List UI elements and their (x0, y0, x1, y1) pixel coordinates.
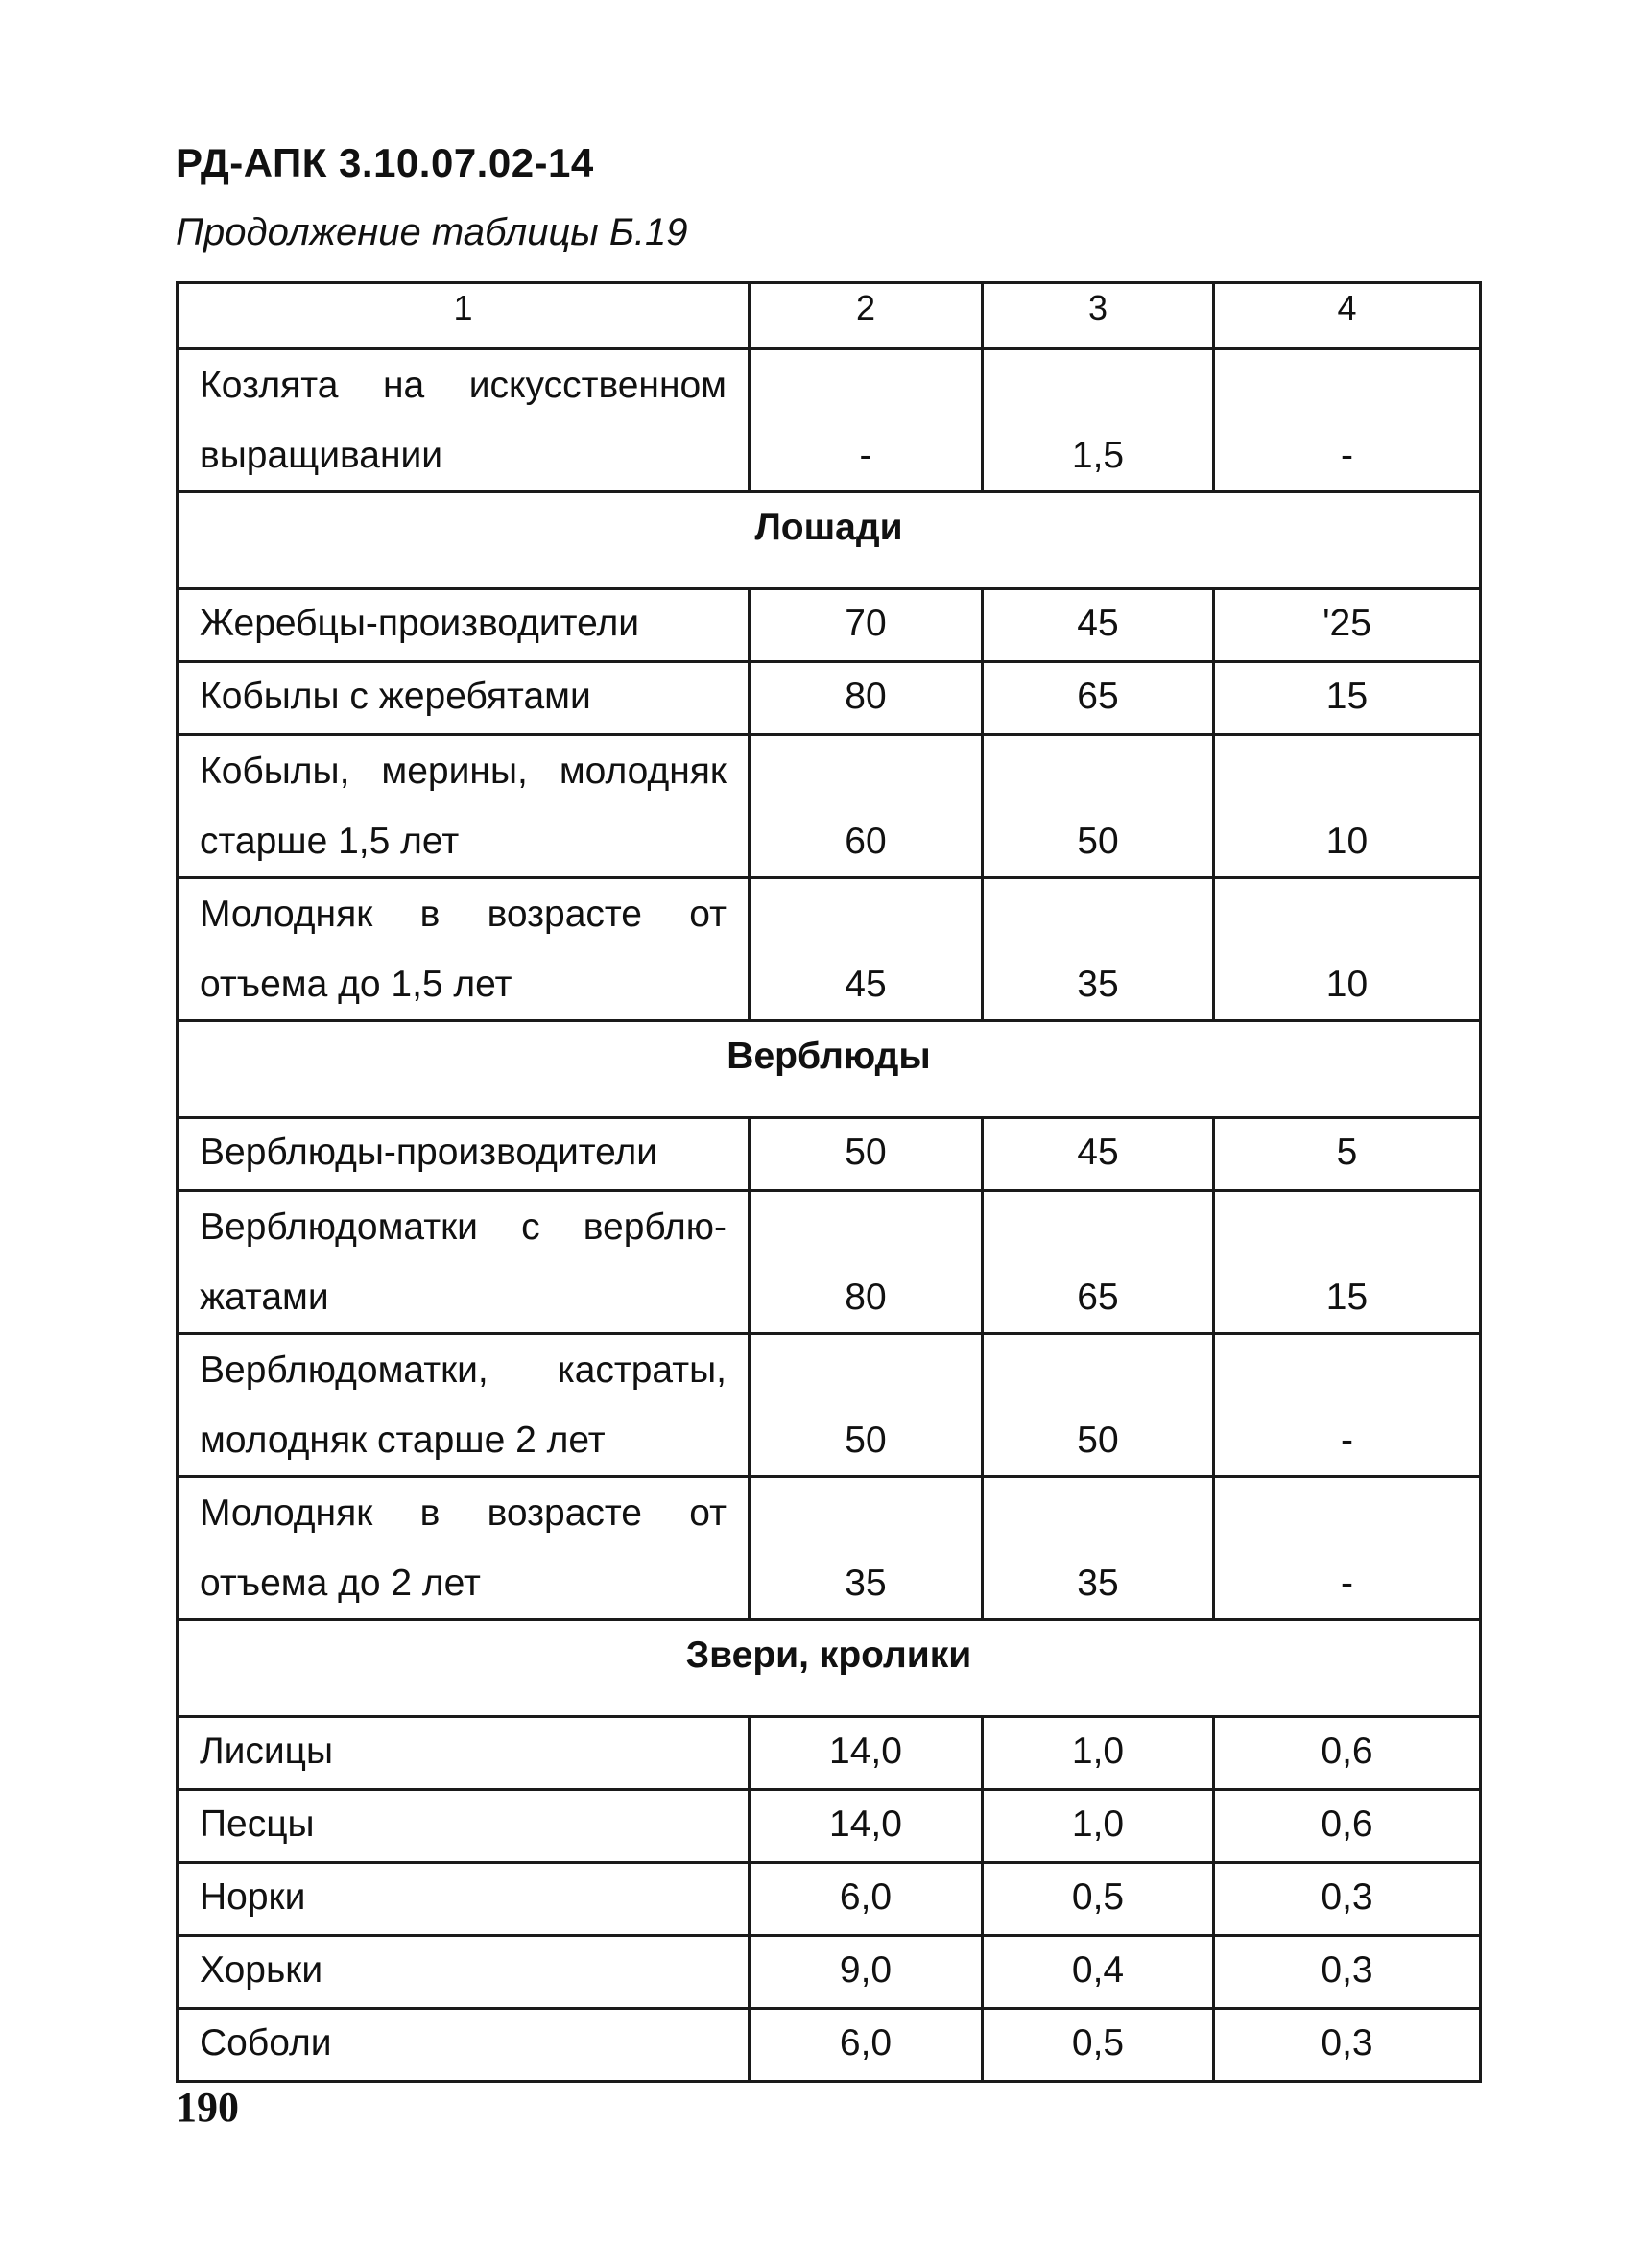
row-name: Верблюдоматки, кастраты, молодняк старше 2 лет (200, 1349, 727, 1461)
value-cell-col4: 15 (1214, 1191, 1481, 1334)
row-name: Жеребцы-производители (200, 603, 640, 644)
value-cell-col3: 45 (983, 1118, 1214, 1191)
value-cell-col4: 0,6 (1214, 1790, 1481, 1863)
row-name: Кобылы, мерины, молодняк старше 1,5 лет (200, 751, 727, 862)
row-name: Хорьки (200, 1949, 323, 1991)
row-name: Молодняк в возрасте от отъема до 2 лет (200, 1492, 727, 1604)
value-cell-col4: - (1214, 349, 1481, 492)
table-row (178, 1717, 1481, 1790)
value-cell-col4: 5 (1214, 1118, 1481, 1191)
value-cell-col3: 35 (983, 878, 1214, 1021)
value-cell-col4: 0,6 (1214, 1717, 1481, 1790)
table-row (178, 1863, 1481, 1936)
value-cell-col4: 0,3 (1214, 1863, 1481, 1936)
row-name: Песцы (200, 1803, 315, 1845)
row-name-cell (178, 349, 750, 492)
row-name-cell (178, 735, 750, 878)
row-name-cell (178, 662, 750, 735)
group-title: Звери, кролики (178, 1620, 1481, 1717)
row-name-cell (178, 1118, 750, 1191)
row-name: Соболи (200, 2022, 332, 2064)
column-number-3: 3 (983, 283, 1214, 349)
value-cell-col3: 1,5 (983, 349, 1214, 492)
value-cell-col2: 50 (750, 1334, 983, 1477)
table-row (178, 1334, 1481, 1477)
row-name-cell (178, 1477, 750, 1620)
data-table (176, 281, 1482, 2083)
value-cell-col2: 6,0 (750, 2009, 983, 2082)
group-header-row (178, 1620, 1481, 1717)
row-name-cell (178, 1191, 750, 1334)
row-name-cell (178, 589, 750, 662)
table-row (178, 589, 1481, 662)
value-cell-col2: 14,0 (750, 1790, 983, 1863)
row-name: Верблюдоматки с верблю-жатами (200, 1206, 727, 1318)
value-cell-col3: 65 (983, 662, 1214, 735)
value-cell-col3: 50 (983, 735, 1214, 878)
table-row (178, 878, 1481, 1021)
table-row (178, 1118, 1481, 1191)
value-cell-col2: 60 (750, 735, 983, 878)
group-title: Лошади (178, 492, 1481, 589)
row-name: Лисицы (200, 1731, 334, 1772)
table-row (178, 735, 1481, 878)
value-cell-col3: 1,0 (983, 1790, 1214, 1863)
table-row (178, 349, 1481, 492)
value-cell-col2: 14,0 (750, 1717, 983, 1790)
value-cell-col2: 45 (750, 878, 983, 1021)
row-name-cell (178, 878, 750, 1021)
value-cell-col3: 35 (983, 1477, 1214, 1620)
row-name: Козлята на искусственном выращивании (200, 365, 727, 476)
value-cell-col4: 0,3 (1214, 1936, 1481, 2009)
table-row (178, 2009, 1481, 2082)
value-cell-col2: - (750, 349, 983, 492)
value-cell-col2: 70 (750, 589, 983, 662)
column-number-1: 1 (178, 283, 750, 349)
value-cell-col4: 0,3 (1214, 2009, 1481, 2082)
value-cell-col3: 0,5 (983, 2009, 1214, 2082)
table-caption: Продолжение таблицы Б.19 (176, 211, 688, 253)
row-name: Верблюды-производители (200, 1132, 658, 1173)
row-name-cell (178, 1936, 750, 2009)
row-name-cell (178, 1863, 750, 1936)
group-header-row (178, 492, 1481, 589)
row-name: Молодняк в возрасте от отъема до 1,5 лет (200, 894, 727, 1005)
value-cell-col3: 65 (983, 1191, 1214, 1334)
value-cell-col3: 0,5 (983, 1863, 1214, 1936)
group-header-row (178, 1021, 1481, 1118)
column-number-2: 2 (750, 283, 983, 349)
value-cell-col4: '25 (1214, 589, 1481, 662)
column-number-4: 4 (1214, 283, 1481, 349)
row-name: Норки (200, 1876, 306, 1918)
value-cell-col3: 45 (983, 589, 1214, 662)
value-cell-col4: 15 (1214, 662, 1481, 735)
value-cell-col3: 1,0 (983, 1717, 1214, 1790)
table-row (178, 1477, 1481, 1620)
value-cell-col4: 10 (1214, 878, 1481, 1021)
row-name: Кобылы с жеребятами (200, 676, 591, 717)
value-cell-col4: - (1214, 1334, 1481, 1477)
document-code: РД-АПК 3.10.07.02-14 (176, 140, 594, 185)
value-cell-col2: 80 (750, 1191, 983, 1334)
column-number-row (178, 283, 1481, 349)
row-name-cell (178, 1790, 750, 1863)
value-cell-col2: 6,0 (750, 1863, 983, 1936)
row-name-cell (178, 1717, 750, 1790)
value-cell-col2: 80 (750, 662, 983, 735)
table-row (178, 1936, 1481, 2009)
table-row (178, 662, 1481, 735)
value-cell-col2: 9,0 (750, 1936, 983, 2009)
row-name-cell (178, 1334, 750, 1477)
value-cell-col3: 0,4 (983, 1936, 1214, 2009)
value-cell-col4: 10 (1214, 735, 1481, 878)
page-number: 190 (176, 2084, 239, 2131)
value-cell-col2: 50 (750, 1118, 983, 1191)
table-row (178, 1790, 1481, 1863)
value-cell-col2: 35 (750, 1477, 983, 1620)
value-cell-col3: 50 (983, 1334, 1214, 1477)
table-row (178, 1191, 1481, 1334)
value-cell-col4: - (1214, 1477, 1481, 1620)
row-name-cell (178, 2009, 750, 2082)
group-title: Верблюды (178, 1021, 1481, 1118)
